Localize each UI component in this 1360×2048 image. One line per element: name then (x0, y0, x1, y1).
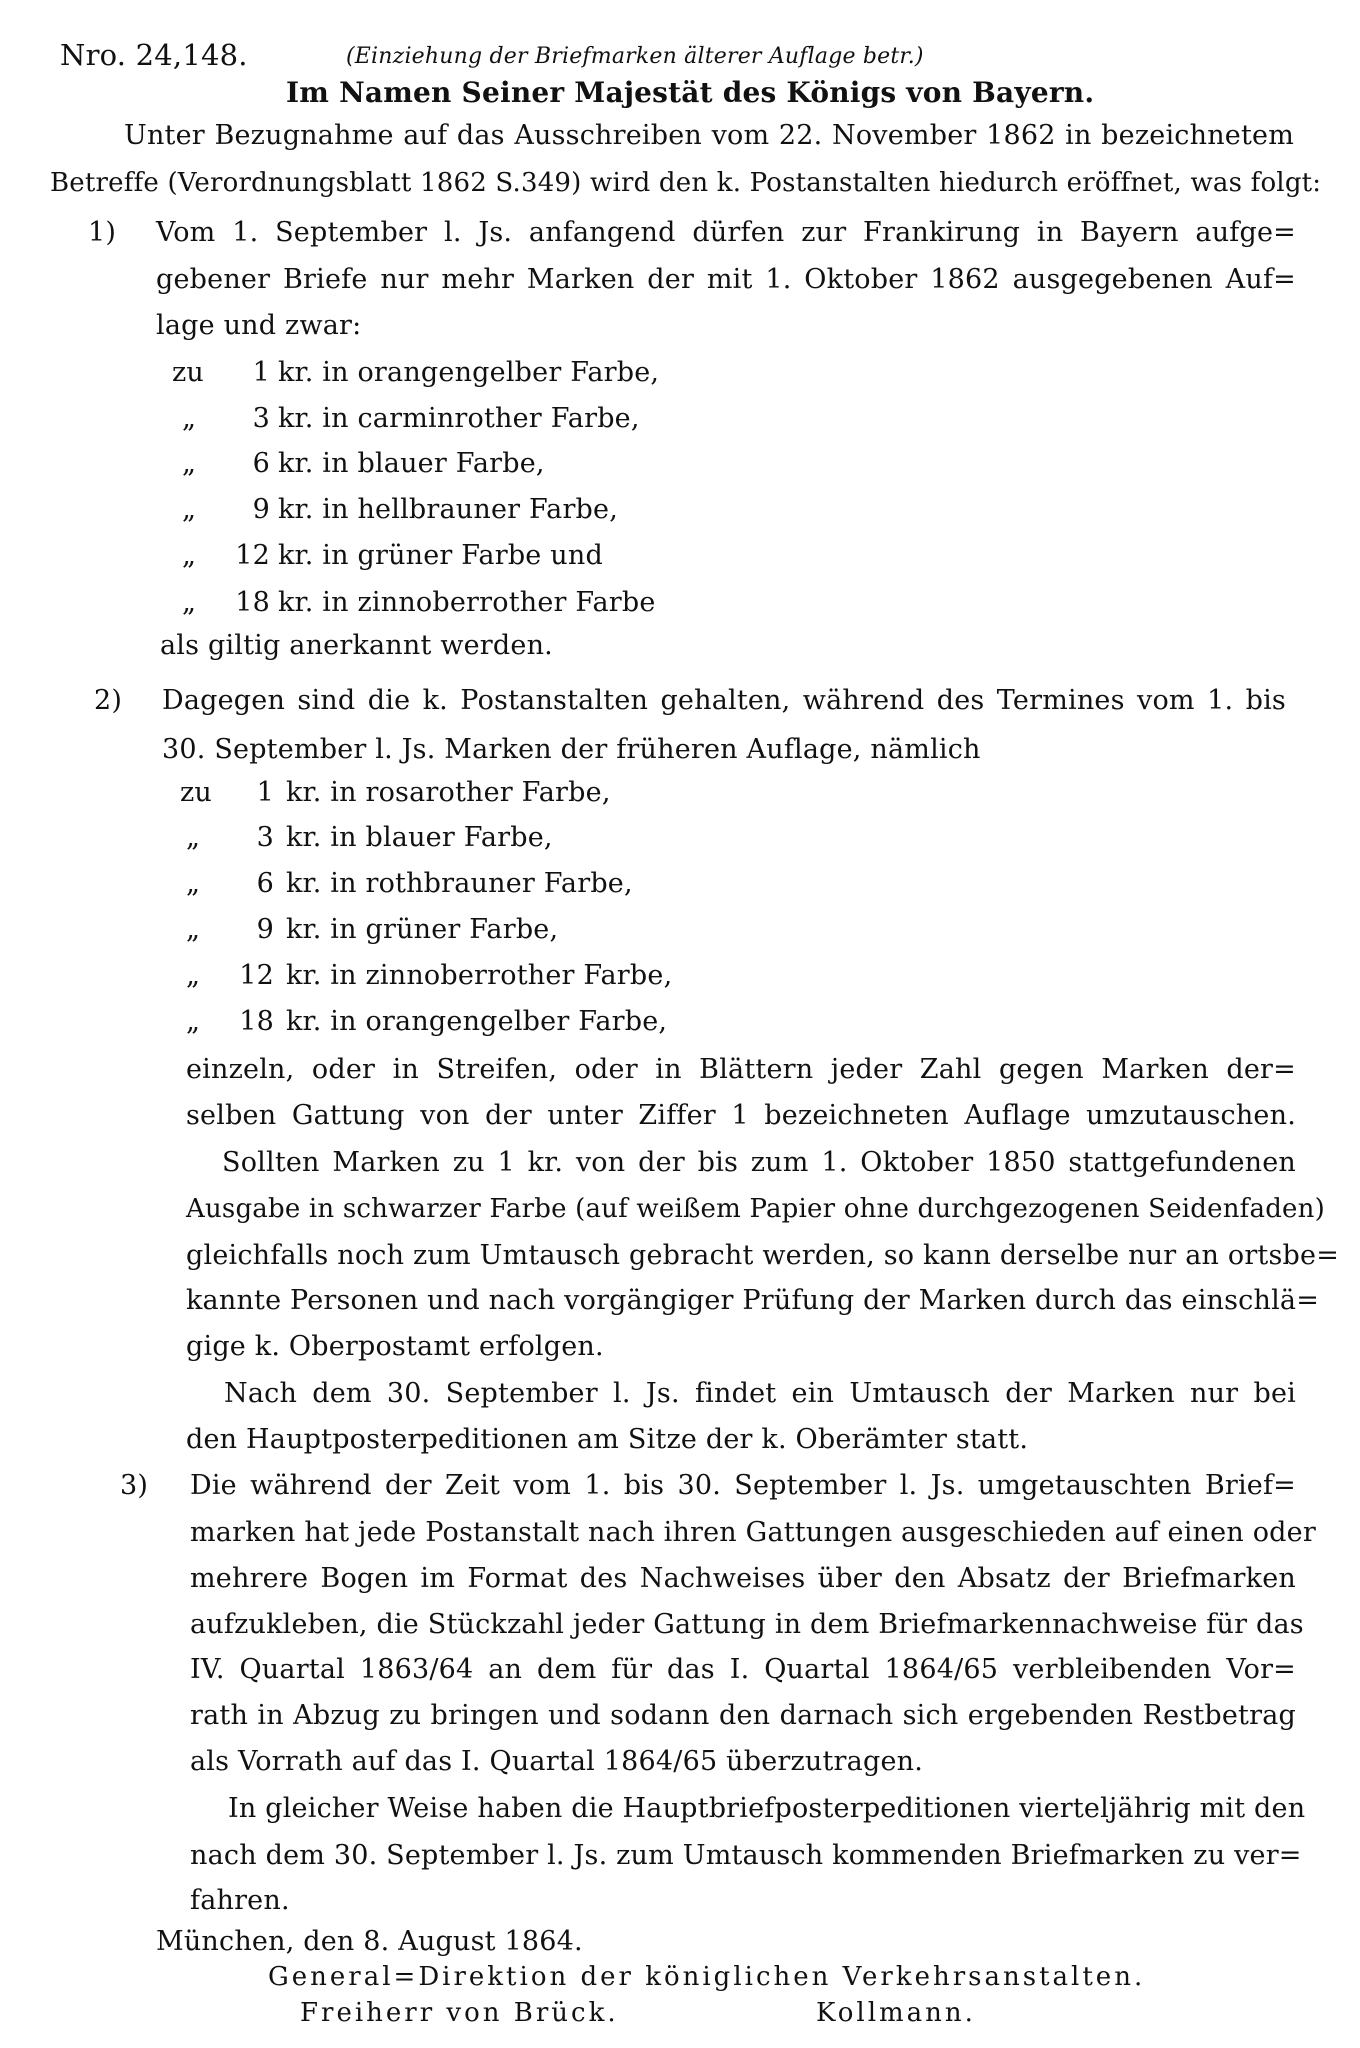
paragraph-line: Nach dem 30. September l. Js. findet ein Umtausch der Marken nur bei (224, 1378, 1296, 1409)
stamp-text: kr. in orangengelber Farbe, (278, 357, 660, 388)
stamp-text: kr. in hellbrauner Farbe, (278, 494, 618, 525)
stamp-text: kr. in carminrother Farbe, (278, 403, 640, 434)
section-line: IV. Quartal 1863/64 an dem für das I. Quartal 1864/65 verbleibenden Vor= (190, 1654, 1296, 1685)
decree-subject: (Einziehung der Briefmarken älterer Auflage betr.) (346, 44, 924, 69)
stamp-value: 9 (252, 494, 270, 525)
section-line: mehrere Bogen im Format des Nachweises über den Absatz der Briefmarken (190, 1563, 1296, 1594)
stamp-text: kr. in grüner Farbe und (278, 540, 603, 571)
paragraph-line: Ausgabe in schwarzer Farbe (auf weißem Papier ohne durchgezogenen Seidenfaden) (186, 1194, 1325, 1224)
stamp-value: 12 (235, 540, 270, 571)
paragraph-line: fahren. (190, 1885, 290, 1916)
stamp-value: 6 (256, 868, 274, 899)
section-line: Vom 1. September l. Js. anfangend dürfen zur Frankirung in Bayern aufge= (156, 217, 1296, 248)
stamp-prefix: „ (182, 494, 197, 525)
stamp-value: 18 (239, 1006, 274, 1037)
paragraph-line: gige k. Oberpostamt erfolgen. (186, 1331, 604, 1362)
section-line: 30. September l. Js. Marken der früheren Auflage, nämlich (162, 734, 981, 765)
place-date: München, den 8. August 1864. (156, 1926, 583, 1957)
stamp-text: kr. in blauer Farbe, (278, 448, 545, 479)
stamp-text: kr. in zinnoberrother Farbe (278, 587, 656, 618)
stamp-value: 18 (235, 587, 270, 618)
section-line: lage und zwar: (156, 310, 362, 341)
paragraph-line: Sollten Marken zu 1 kr. von der bis zum 1. Oktober 1850 stattgefundenen (222, 1147, 1296, 1178)
section-line: rath in Abzug zu bringen und sodann den darnach sich ergebenden Restbetrag (190, 1700, 1296, 1731)
section-line: marken hat jede Postanstalt nach ihren Gattungen ausgeschieden auf einen oder (190, 1517, 1316, 1548)
stamp-value: 3 (256, 822, 274, 853)
stamp-prefix: zu (180, 777, 213, 808)
stamp-prefix: „ (182, 403, 197, 434)
stamp-prefix: „ (186, 868, 201, 899)
decree-number: Nro. 24,148. (60, 38, 248, 72)
section-closing: als giltig anerkannt werden. (160, 630, 553, 661)
stamp-prefix: „ (182, 587, 197, 618)
section-line: als Vorrath auf das I. Quartal 1864/65 überzutragen. (190, 1746, 923, 1777)
stamp-value: 1 (256, 777, 274, 808)
signatory-name: Kollmann. (816, 1998, 976, 2028)
section-line: selben Gattung von der unter Ziffer 1 bezeichneten Auflage umzutauschen. (186, 1100, 1296, 1131)
stamp-prefix: „ (182, 448, 197, 479)
stamp-prefix: „ (186, 1006, 201, 1037)
paragraph-line: kannte Personen und nach vorgängiger Prüfung der Marken durch das einschlä= (186, 1285, 1320, 1316)
stamp-value: 12 (239, 960, 274, 991)
stamp-value: 9 (256, 914, 274, 945)
stamp-value: 6 (252, 448, 270, 479)
paragraph-line: den Hauptposterpeditionen am Sitze der k. Oberämter statt. (186, 1424, 1029, 1455)
paragraph-line: nach dem 30. September l. Js. zum Umtausch kommenden Briefmarken zu ver= (190, 1840, 1302, 1871)
paragraph-line: In gleicher Weise haben die Hauptbriefposterpeditionen vierteljährig mit den (228, 1793, 1306, 1824)
invocation-heading: Im Namen Seiner Majestät des Königs von Bayern. (286, 76, 1095, 109)
section-line: aufzukleben, die Stückzahl jeder Gattung in dem Briefmarkennachweise für das (190, 1609, 1304, 1640)
intro-line: Betreffe (Verordnungsblatt 1862 S.349) wird den k. Postanstalten hiedurch eröffnet, was folgt: (50, 168, 1322, 198)
stamp-value: 1 (252, 357, 270, 388)
stamp-text: kr. in grüner Farbe, (286, 914, 559, 945)
section-line: gebener Briefe nur mehr Marken der mit 1. Oktober 1862 ausgegebenen Auf= (156, 264, 1296, 295)
stamp-text: kr. in rothbrauner Farbe, (286, 868, 633, 899)
stamp-value: 3 (252, 403, 270, 434)
section-number: 1) (88, 217, 117, 248)
issuing-authority: General=Direktion der königlichen Verkehrsanstalten. (268, 1962, 1146, 1992)
stamp-prefix: zu (172, 357, 205, 388)
section-line: einzeln, oder in Streifen, oder in Blättern jeder Zahl gegen Marken der= (186, 1054, 1296, 1085)
section-number: 2) (94, 685, 123, 716)
paragraph-line: gleichfalls noch zum Umtausch gebracht werden, so kann derselbe nur an ortsbe= (186, 1240, 1340, 1271)
stamp-text: kr. in blauer Farbe, (286, 822, 553, 853)
signatory-name: Freiherr von Brück. (300, 1998, 619, 2028)
stamp-prefix: „ (182, 540, 197, 571)
section-line: Die während der Zeit vom 1. bis 30. September l. Js. umgetauschten Brief= (190, 1470, 1296, 1501)
stamp-text: kr. in orangengelber Farbe, (286, 1006, 668, 1037)
stamp-prefix: „ (186, 960, 201, 991)
intro-line: Unter Bezugnahme auf das Ausschreiben vom 22. November 1862 in bezeichnetem (124, 120, 1294, 151)
stamp-prefix: „ (186, 914, 201, 945)
stamp-prefix: „ (186, 822, 201, 853)
section-line: Dagegen sind die k. Postanstalten gehalten, während des Termines vom 1. bis (162, 685, 1286, 716)
section-number: 3) (120, 1470, 149, 1501)
stamp-text: kr. in zinnoberrother Farbe, (286, 960, 673, 991)
stamp-text: kr. in rosarother Farbe, (286, 777, 611, 808)
